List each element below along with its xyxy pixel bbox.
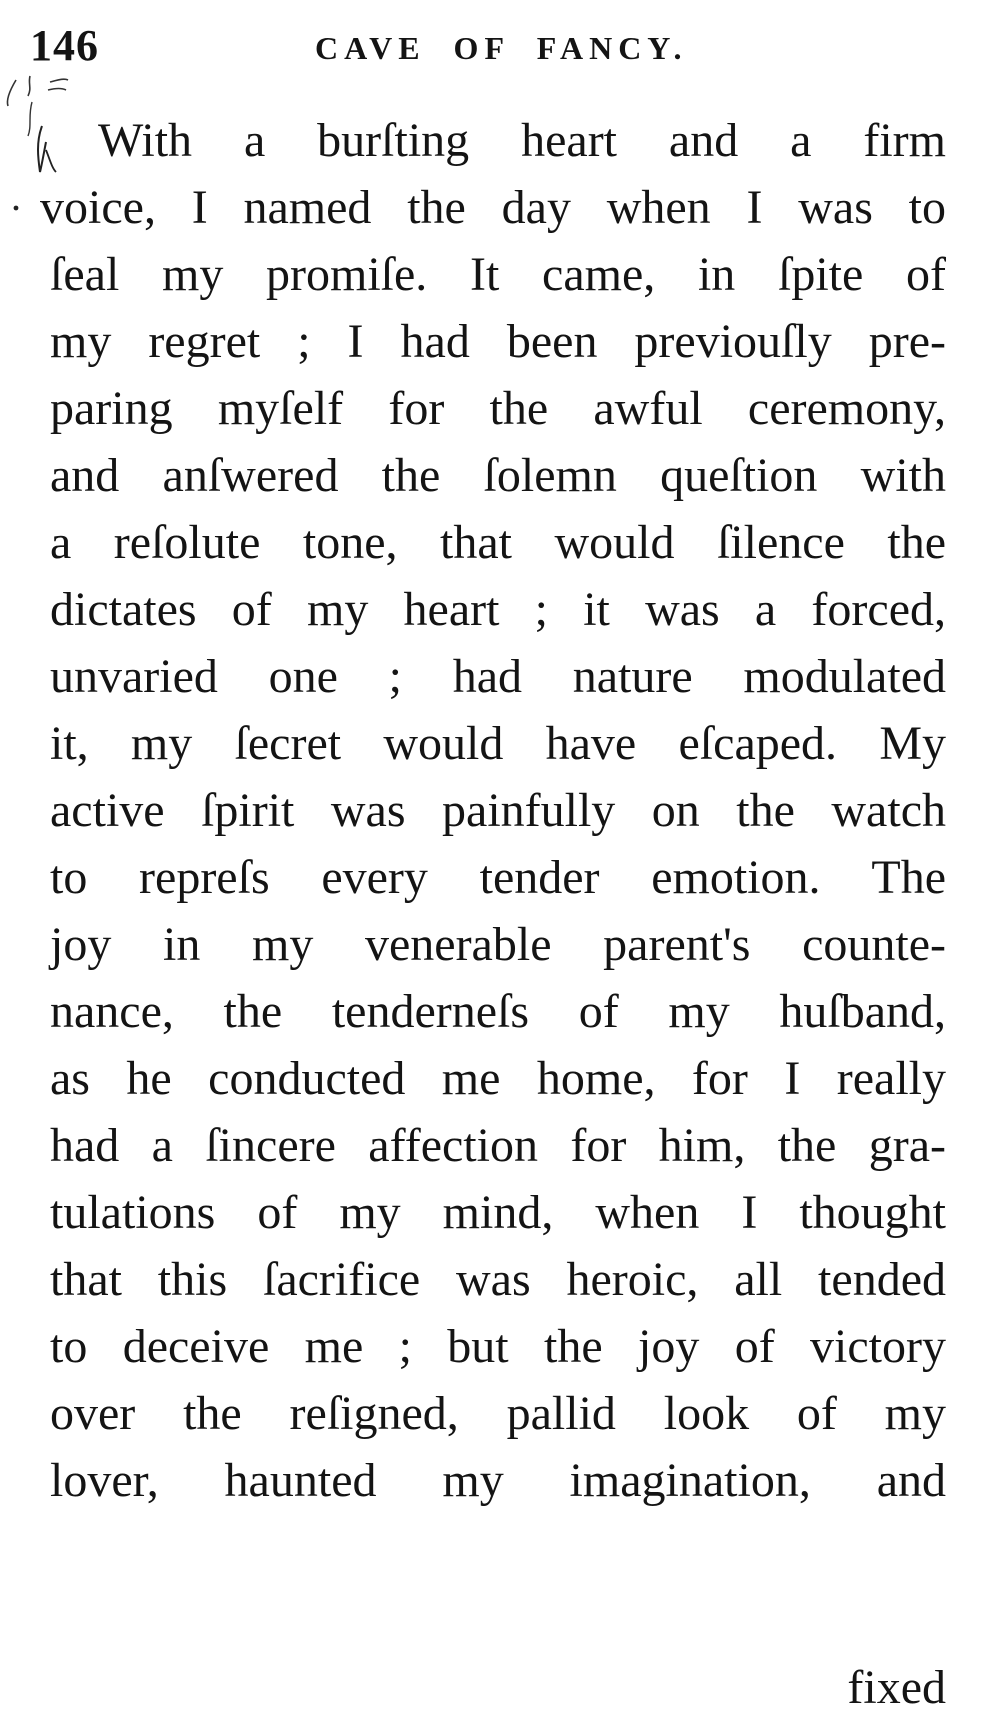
text-line: over the reſigned, pallid look of my <box>50 1387 946 1440</box>
text-line: my regret ; I had been previouſly pre- <box>50 315 946 368</box>
text-line: to repreſs every tender emotion. The <box>50 851 946 904</box>
text-line: to deceive me ; but the joy of victory <box>50 1320 946 1373</box>
text-line: active ſpirit was painfully on the watch <box>50 784 946 837</box>
text-line: dictates of my heart ; it was a forced, <box>50 583 946 636</box>
text-line: lover, haunted my imagination, and <box>50 1454 946 1507</box>
text-line: it, my ſecret would have eſcaped. My <box>50 717 946 770</box>
text-line: ſeal my promiſe. It came, in ſpite of <box>50 248 946 301</box>
page-number: 146 <box>30 21 99 70</box>
text-line: tulations of my mind, when I thought <box>50 1186 946 1239</box>
text-line: a reſolute tone, that would ſilence the <box>50 516 946 569</box>
text-line: unvaried one ; had nature modulated <box>50 650 946 703</box>
running-title: CAVE OF FANCY. <box>315 30 688 66</box>
text-line: joy in my venerable parent's counte- <box>50 918 946 971</box>
text-line: as he conducted me home, for I really <box>50 1052 946 1105</box>
catchword: fixed <box>847 1661 946 1714</box>
text-line: With a burſting heart and a firm <box>98 114 946 167</box>
text-line: had a ſincere affection for him, the gra- <box>50 1119 946 1172</box>
text-line: that this ſacrifice was heroic, all tended <box>50 1253 946 1306</box>
text-line: paring myſelf for the awful ceremony, <box>50 382 946 435</box>
text-line: nance, the tenderneſs of my huſband, <box>50 985 946 1038</box>
text-line: and anſwered the ſolemn queſtion with <box>50 449 946 502</box>
running-head <box>30 20 970 80</box>
text-line: voice, I named the day when I was to <box>40 181 946 234</box>
